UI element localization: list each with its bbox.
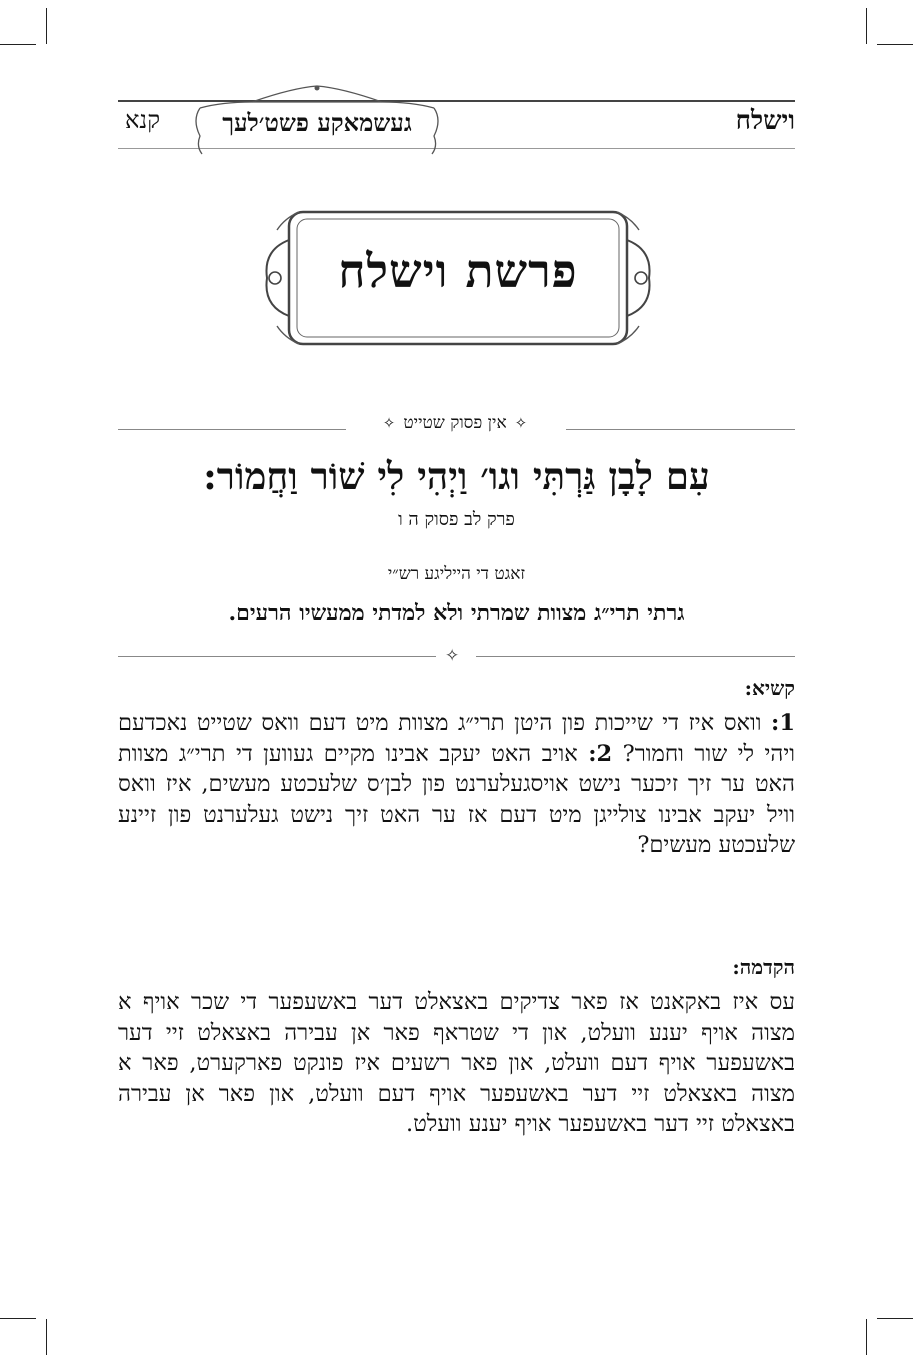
- divider-left: [118, 656, 436, 657]
- divider-right: [476, 656, 795, 657]
- section-label-row: [340, 413, 570, 433]
- rashi-intro: זאגט די הייליגע רש״י: [387, 564, 526, 584]
- question-2-text: אויב האט יעקב אבינו מקיים געווען די תרי״ג מצוות האט ער זיך זיכער נישט אויסגעלערנט פון לבן׳ס שלעכטע מעשים, איז וואס וויל יעקב אבינו צולייגן מיט דעם אז ער האט זיך נישט געלערנט פון זיינע שלעכטע מעשים?: [118, 740, 795, 858]
- crop-mark: [877, 1318, 913, 1319]
- page-number: קנא: [125, 106, 161, 134]
- crop-mark: [46, 8, 47, 44]
- question-number-2: 2:: [588, 740, 613, 767]
- star-ornament-icon: ✧: [514, 414, 528, 432]
- pasuk-reference: פרק לב פסוק ה ו: [398, 509, 515, 530]
- crop-mark: [866, 8, 867, 44]
- running-header-book-title: געשמאקע פשט׳לעך: [222, 108, 412, 137]
- divider-right: [566, 429, 795, 430]
- hakdama-label: הקדמה:: [732, 955, 795, 979]
- crop-mark: [866, 1319, 867, 1355]
- rashi-quote: גרתי תרי״ג מצוות שמרתי ולא למדתי ממעשיו הרעים.: [228, 600, 685, 626]
- running-header-parsha: וישלח: [735, 106, 795, 136]
- divider-left: [118, 429, 346, 430]
- crop-mark: [877, 44, 913, 45]
- kasha-label: קשיא:: [744, 676, 795, 700]
- parsha-title: פרשת וישלח: [338, 244, 578, 298]
- crop-mark: [0, 44, 36, 45]
- question-1-text: וואס איז די שייכות פון היטן תרי״ג מצוות מיט דעם וואס שטייט נאכדעם ויהי לי שור וחמור?: [118, 710, 795, 767]
- crop-mark: [46, 1319, 47, 1355]
- kasha-paragraph: [118, 708, 795, 861]
- star-ornament-icon: ✧: [445, 646, 460, 666]
- star-ornament-icon: ✧: [382, 414, 396, 432]
- crop-mark: [0, 1318, 36, 1319]
- hakdama-paragraph: עס איז באקאנט אז פאר צדיקים באצאלט דער באשעפער די שכר אויף א מצוה אויף יענע וועלט, און די שטראף פאר אן עבירה באצאלט זיי דער באשעפער אויף דעם וועלט, און פאר רשעים איז פונקט פארקערט, פאר א מצוה באצאלט זיי דער באשעפער אויף דעם וועלט, און פאר אן עבירה באצאלט זיי דער באשעפער אויף יענע וועלט.: [118, 989, 795, 1137]
- pasuk-text: עִם לָבָן גַּרְתִּי וגו׳ וַיְהִי לִי שׁוֹר וַחֲמוֹר:: [203, 454, 710, 498]
- section-label: אין פסוק שטייט: [403, 413, 507, 433]
- question-number-1: 1:: [771, 710, 795, 736]
